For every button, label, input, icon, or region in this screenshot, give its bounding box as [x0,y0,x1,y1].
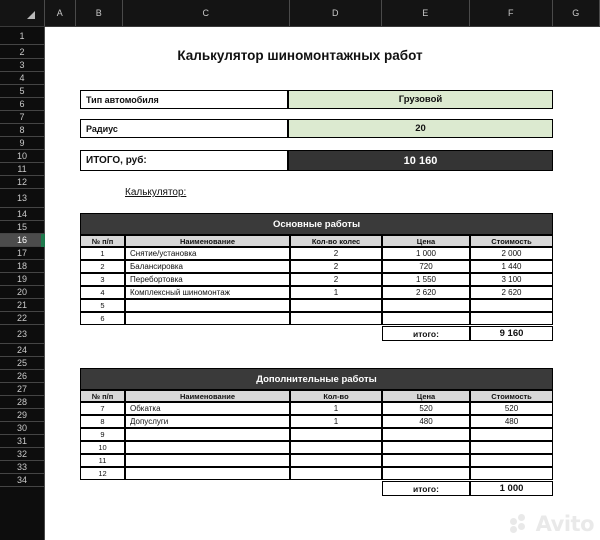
column-header-f[interactable]: F [470,0,553,26]
row-header-bar [0,27,45,540]
row-header-11[interactable]: 11 [0,163,44,176]
additional-works-row-5-price[interactable] [382,467,470,480]
row-header-4[interactable]: 4 [0,72,44,85]
additional-works-row-5-cost[interactable] [470,467,553,480]
main-works-row-3-cost[interactable]: 2 620 [470,286,553,299]
additional-works-row-3-price[interactable] [382,441,470,454]
row-header-24[interactable]: 24 [0,344,44,357]
main-works-row-0-idx[interactable]: 1 [80,247,125,260]
row-header-15[interactable]: 15 [0,221,44,234]
main-works-header-4: Стоимость [470,235,553,247]
main-works-row-0-name[interactable]: Снятие/установка [125,247,290,260]
additional-works-row-4-price[interactable] [382,454,470,467]
row-header-17[interactable]: 17 [0,247,44,260]
additional-works-row-3-idx[interactable]: 10 [80,441,125,454]
main-works-row-0-price[interactable]: 1 000 [382,247,470,260]
radius-label: Радиус [80,119,288,138]
column-header-e[interactable]: E [382,0,470,26]
row-header-3[interactable]: 3 [0,59,44,72]
main-works-header-2: Кол-во колес [290,235,382,247]
main-works-row-1-cost[interactable]: 1 440 [470,260,553,273]
main-works-row-4-qty[interactable] [290,299,382,312]
select-all-corner[interactable] [0,0,45,26]
additional-works-row-1-name[interactable]: Допуслуги [125,415,290,428]
row-header-1[interactable]: 1 [0,27,44,45]
row-header-23[interactable]: 23 [0,325,44,344]
row-header-12[interactable]: 12 [0,176,44,189]
main-works-row-5-price[interactable] [382,312,470,325]
additional-works-row-3-name[interactable] [125,441,290,454]
calculator-section-label: Калькулятор: [125,187,187,198]
main-works-row-2-qty[interactable]: 2 [290,273,382,286]
additional-works-header-0: № п/п [80,390,125,402]
main-works-total-value: 9 160 [470,326,553,341]
select-all-triangle-icon [27,11,35,19]
grand-total-value: 10 160 [288,150,553,171]
sheet-canvas[interactable] [45,27,600,540]
additional-works-row-1-idx[interactable]: 8 [80,415,125,428]
main-works-row-4-idx[interactable]: 5 [80,299,125,312]
vehicle-type-label: Тип автомобиля [80,90,288,109]
additional-works-table-title: Дополнительные работы [80,368,553,390]
row-header-25[interactable]: 25 [0,357,44,370]
additional-works-row-5-idx[interactable]: 12 [80,467,125,480]
additional-works-row-0-idx[interactable]: 7 [80,402,125,415]
additional-works-row-0-qty[interactable]: 1 [290,402,382,415]
grand-total-label: ИТОГО, руб: [80,150,288,171]
additional-works-row-2-name[interactable] [125,428,290,441]
main-works-total-label: итого: [382,326,470,341]
radius-value[interactable]: 20 [288,119,553,138]
main-works-row-2-name[interactable]: Перебортовка [125,273,290,286]
main-works-row-1-idx[interactable]: 2 [80,260,125,273]
row-header-30[interactable]: 30 [0,422,44,435]
additional-works-row-0-name[interactable]: Обкатка [125,402,290,415]
main-works-row-4-cost[interactable] [470,299,553,312]
additional-works-row-1-price[interactable]: 480 [382,415,470,428]
row-header-6[interactable]: 6 [0,98,44,111]
main-works-row-5-qty[interactable] [290,312,382,325]
main-works-row-5-idx[interactable]: 6 [80,312,125,325]
main-works-row-3-name[interactable]: Комплексный шиномонтаж [125,286,290,299]
row-header-32[interactable]: 32 [0,448,44,461]
additional-works-total-label: итого: [382,481,470,496]
additional-works-row-0-cost[interactable]: 520 [470,402,553,415]
additional-works-header-2: Кол-во [290,390,382,402]
main-works-row-4-name[interactable] [125,299,290,312]
main-works-header-1: Наименование [125,235,290,247]
additional-works-row-3-cost[interactable] [470,441,553,454]
main-works-row-0-cost[interactable]: 2 000 [470,247,553,260]
additional-works-row-4-qty[interactable] [290,454,382,467]
additional-works-row-2-qty[interactable] [290,428,382,441]
additional-works-row-4-idx[interactable]: 11 [80,454,125,467]
additional-works-row-4-cost[interactable] [470,454,553,467]
additional-works-row-5-qty[interactable] [290,467,382,480]
additional-works-row-4-name[interactable] [125,454,290,467]
row-header-28[interactable]: 28 [0,396,44,409]
row-header-9[interactable]: 9 [0,137,44,150]
column-header-b[interactable]: B [76,0,123,26]
column-header-bar [0,0,600,27]
additional-works-header-4: Стоимость [470,390,553,402]
additional-works-row-5-name[interactable] [125,467,290,480]
main-works-row-3-price[interactable]: 2 620 [382,286,470,299]
row-header-7[interactable]: 7 [0,111,44,124]
main-works-row-1-price[interactable]: 720 [382,260,470,273]
main-works-row-2-price[interactable]: 1 550 [382,273,470,286]
row-header-29[interactable]: 29 [0,409,44,422]
vehicle-type-value[interactable]: Грузовой [288,90,553,109]
row-header-13[interactable]: 13 [0,189,44,208]
row-header-21[interactable]: 21 [0,299,44,312]
row-header-33[interactable]: 33 [0,461,44,474]
row-header-14[interactable]: 14 [0,208,44,221]
main-works-row-5-cost[interactable] [470,312,553,325]
main-works-row-2-idx[interactable]: 3 [80,273,125,286]
row-header-34[interactable]: 34 [0,474,44,487]
row-header-16[interactable]: 16 [0,234,44,247]
row-header-2[interactable]: 2 [0,45,44,59]
additional-works-row-2-idx[interactable]: 9 [80,428,125,441]
additional-works-row-3-qty[interactable] [290,441,382,454]
row-header-10[interactable]: 10 [0,150,44,163]
row-header-27[interactable]: 27 [0,383,44,396]
main-works-row-3-idx[interactable]: 4 [80,286,125,299]
main-works-row-1-qty[interactable]: 2 [290,260,382,273]
main-works-row-5-name[interactable] [125,312,290,325]
main-works-row-3-qty[interactable]: 1 [290,286,382,299]
additional-works-header-1: Наименование [125,390,290,402]
main-works-header-3: Цена [382,235,470,247]
additional-works-row-2-cost[interactable] [470,428,553,441]
row-header-20[interactable]: 20 [0,286,44,299]
column-header-d[interactable]: D [290,0,382,26]
page-title: Калькулятор шиномонтажных работ [177,48,423,63]
additional-works-row-1-cost[interactable]: 480 [470,415,553,428]
additional-works-total-value: 1 000 [470,481,553,496]
additional-works-row-2-price[interactable] [382,428,470,441]
main-works-row-4-price[interactable] [382,299,470,312]
row-header-19[interactable]: 19 [0,273,44,286]
main-works-row-1-name[interactable]: Балансировка [125,260,290,273]
main-works-row-2-cost[interactable]: 3 100 [470,273,553,286]
additional-works-header-3: Цена [382,390,470,402]
column-header-c[interactable]: C [123,0,290,26]
row-header-8[interactable]: 8 [0,124,44,137]
row-header-26[interactable]: 26 [0,370,44,383]
row-header-22[interactable]: 22 [0,312,44,325]
row-header-5[interactable]: 5 [0,85,44,98]
additional-works-row-0-price[interactable]: 520 [382,402,470,415]
column-header-a[interactable]: A [45,0,76,26]
additional-works-row-1-qty[interactable]: 1 [290,415,382,428]
row-header-18[interactable]: 18 [0,260,44,273]
row-header-31[interactable]: 31 [0,435,44,448]
main-works-table-title: Основные работы [80,213,553,235]
main-works-row-0-qty[interactable]: 2 [290,247,382,260]
main-works-header-0: № п/п [80,235,125,247]
column-header-g[interactable]: G [553,0,600,26]
